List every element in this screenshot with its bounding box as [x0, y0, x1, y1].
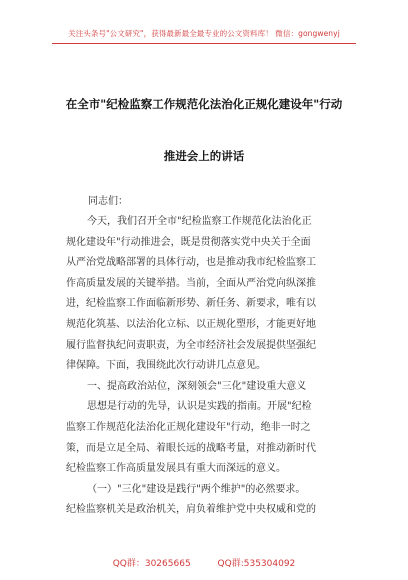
body-paragraphs: [66, 212, 354, 521]
body-line: 监察工作规范化法治化正规化建设年"行动，绝非一时之: [66, 421, 311, 433]
body-line: 从严治党战略部署的具体行动，也是推动我市纪检监察工: [66, 257, 316, 269]
body-line: 规范化筑基、以法治化立标、以正规化塑形，才能更好地: [66, 318, 316, 330]
body-line: 规化建设年"行动推进会，既是贯彻落实党中央关于全面: [66, 236, 311, 248]
body-line: 履行监督执纪问责职责，为全市经济社会发展提供坚强纪: [66, 339, 316, 351]
body-line: 作高质量发展的关键举措。当前，全面从严治党向纵深推: [66, 277, 316, 289]
body-line: 今天，我们召开全市"纪检监察工作规范化法治化正: [87, 216, 312, 227]
body-line: 思想是行动的先导，认识是实践的指南。开展"纪检: [87, 401, 312, 413]
body-line: 策，而是立足全局、着眼长远的战略考量，对推动新时代: [66, 442, 316, 454]
document-subtitle: 推进会上的讲话: [163, 149, 245, 163]
body-line: 纪检监察工作高质量发展具有重大而深远的意义。: [66, 463, 286, 475]
body-line: 进，纪检监察工作面临新形势、新任务、新要求，唯有以: [66, 298, 316, 310]
section-heading: 一、提高政治站位，深刻领会"三化"建设重大意义: [87, 380, 307, 392]
footer-contact: [0, 556, 408, 569]
header-divider: [52, 43, 356, 44]
body-line: 纪检监察机关是政治机关，肩负着维护党中央权威和党的: [66, 504, 316, 516]
subsection-heading: （一）"三化"建设是践行"两个维护"的必然要求。: [87, 483, 306, 495]
header-note: 关注头条号"公文研究"，获得最新最全最专业的公文资料库！ 微信：gongwenyj: [68, 29, 340, 38]
body-line: 律保障。下面，我围绕此次行动讲几点意见。: [66, 360, 266, 372]
footer-qq-group-2: QQ群:535304092: [217, 559, 296, 569]
document-title: 在全市"纪检监察工作规范化法治化正规化建设年"行动: [65, 97, 343, 111]
greeting: 同志们：: [88, 196, 128, 207]
footer-qq-group-1: QQ群：30265665: [112, 559, 191, 569]
